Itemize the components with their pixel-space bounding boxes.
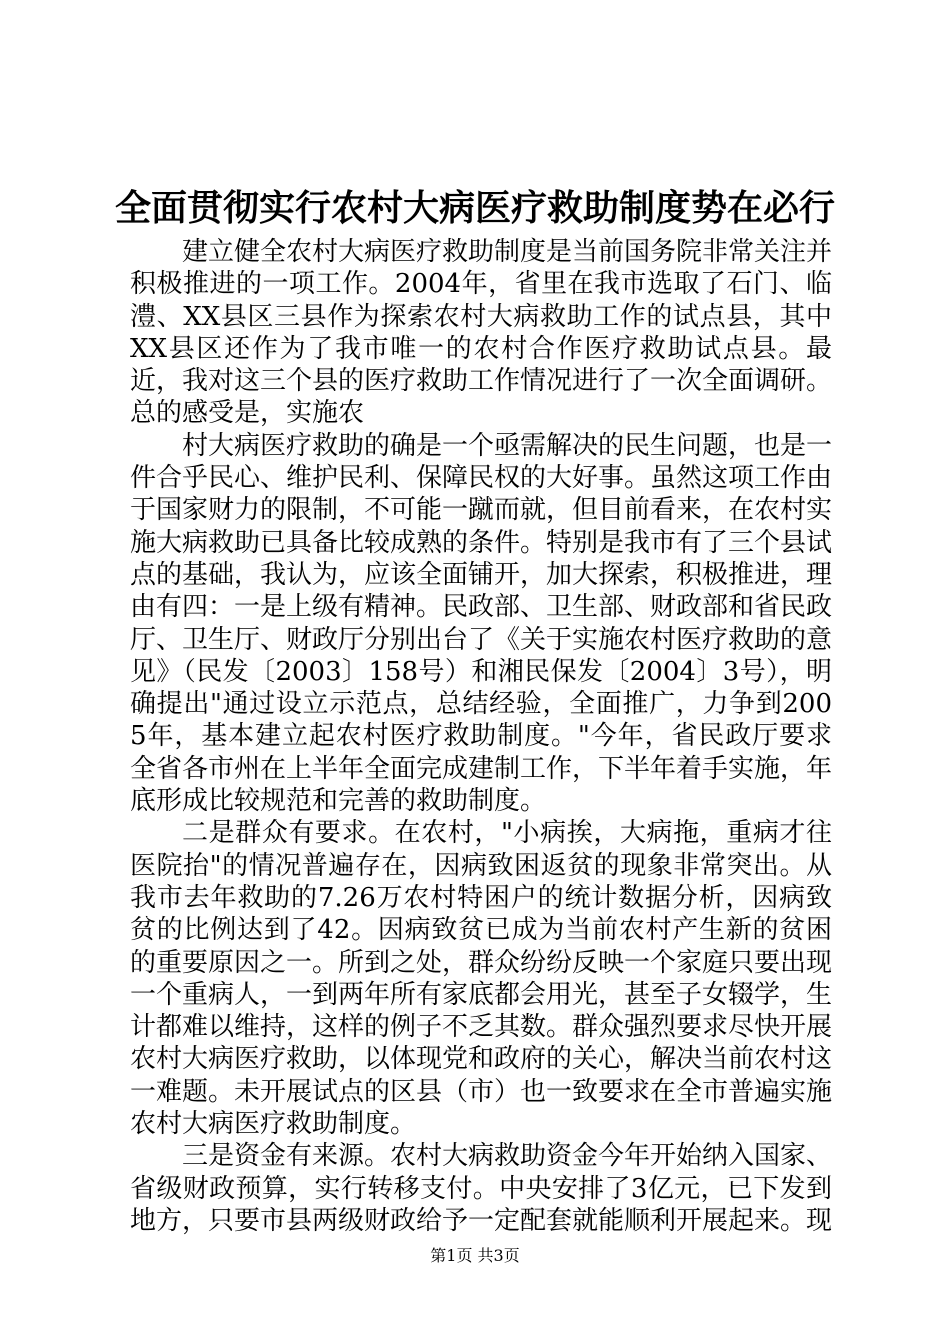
document-body <box>130 236 832 1237</box>
paragraph: 二是群众有要求。在农村，"小病挨，大病拖，重病才往医院抬"的情况普遍存在，因病致困返贫的现象非常突出。从我市去年救助的7.26万农村特困户的统计数据分析，因病致贫的比例达到了42。因病致贫已成为当前农村产生新的贫困的重要原因之一。所到之处，群众纷纷反映一个家庭只要出现一个重病人，一到两年所有家底都会用光，甚至子女辍学，生计都难以维持，这样的例子不乏其数。群众强烈要求尽快开展农村大病医疗救助，以体现党和政府的关心，解决当前农村这一难题。未开展试点的区县（市）也一致要求在全市普遍实施农村大病医疗救助制度。 <box>130 818 833 1140</box>
paragraph: 建立健全农村大病医疗救助制度是当前国务院非常关注并积极推进的一项工作。2004年，省里在我市选取了石门、临澧、XX县区三县作为探索农村大病救助工作的试点县，其中XX县区还作为了我市唯一的农村合作医疗救助试点县。最近，我对这三个县的医疗救助工作情况进行了一次全面调研。总的感受是，实施农 <box>130 237 833 429</box>
paragraph: 村大病医疗救助的确是一个亟需解决的民生问题，也是一件合乎民心、维护民利、保障民权的大好事。虽然这项工作由于国家财力的限制，不可能一蹴而就，但目前看来，在农村实施大病救助已具备比较成熟的条件。特别是我市有了三个县试点的基础，我认为，应该全面铺开，加大探索，积极推进，理由有四：一是上级有精神。民政部、卫生部、财政部和省民政厅、卫生厅、财政厅分别出台了《关于实施农村医疗救助的意见》（民发〔2003〕158号）和湘民保发〔2004〕3号），明确提出"通过设立示范点，总结经验，全面推广，力争到2005年，基本建立起农村医疗救助制度。"今年，省民政厅要求全省各市州在上半年全面完成建制工作，下半年着手实施，年底形成比较规范和完善的救助制度。 <box>130 430 833 817</box>
paragraph: 三是资金有来源。农村大病救助资金今年开始纳入国家、省级财政预算，实行转移支付。中央安排了3亿元，已下发到地方，只要市县两级财政给予一定配套就能顺利开展起来。现 <box>130 1141 833 1236</box>
page-number-footer: 第1页 共3页 <box>430 1246 520 1265</box>
document-title: 全面贯彻实行农村大病医疗救助制度势在必行 <box>114 187 835 229</box>
